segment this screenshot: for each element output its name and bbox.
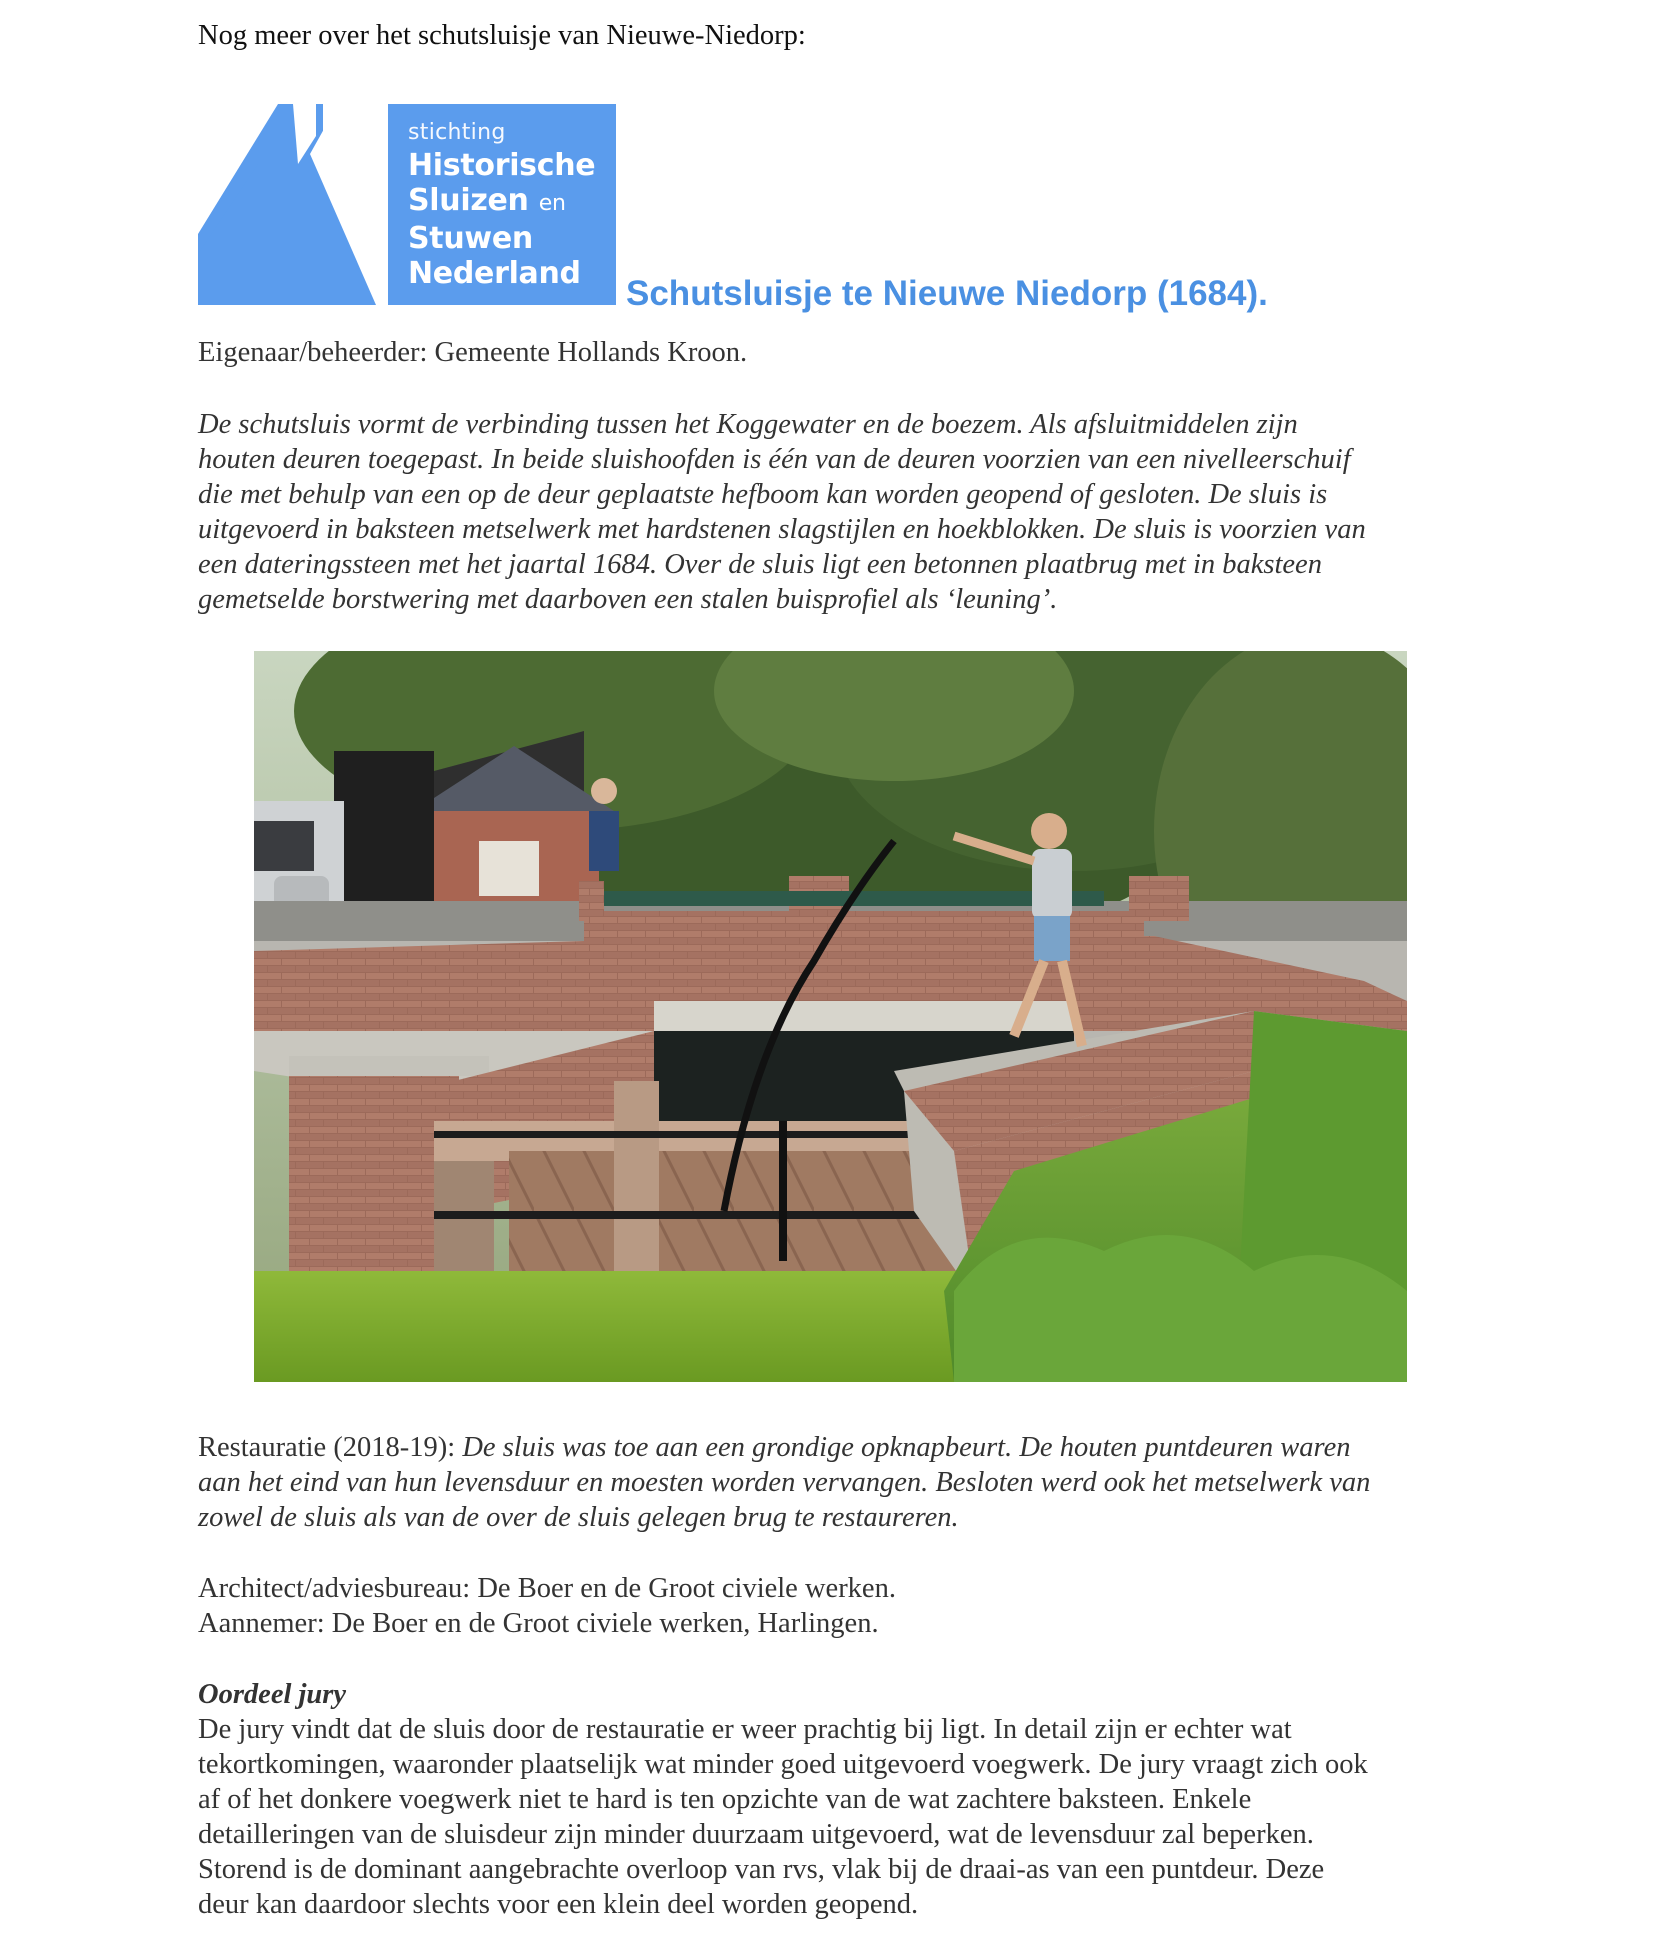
logo-line-stuwen: Stuwen <box>408 221 533 256</box>
restoration-line: aan het eind van hun levensduur en moesten worden vervangen. Besloten werd ook het metselwerk van <box>198 1467 1371 1498</box>
jury-paragraph <box>198 1712 1468 1922</box>
jury-heading: Oordeel jury <box>198 1679 347 1710</box>
sluice-photo <box>254 651 1407 1382</box>
page-title: Schutsluisje te Nieuwe Niedorp (1684). <box>626 274 1268 313</box>
logo-line-sluizen: Sluizen en <box>408 183 566 218</box>
logo-line-stichting: stichting <box>408 120 506 145</box>
description-line: een dateringssteen met het jaartal 1684. Over de sluis ligt een betonnen plaatbrug met in baksteen <box>198 549 1322 580</box>
architect-text: Architect/adviesbureau: De Boer en de Groot civiele werken. <box>198 1573 896 1604</box>
description-line: gemetselde borstwering met daarboven een stalen buisprofiel als ‘leuning’. <box>198 584 1058 615</box>
restoration-label: Restauratie (2018-19): <box>198 1432 456 1463</box>
description-paragraph <box>198 407 1468 617</box>
description-line: uitgevoerd in baksteen metselwerk met hardstenen slagstijlen en hoekblokken. De sluis is voorzien van <box>198 514 1366 545</box>
jury-line: detailleringen van de sluisdeur zijn minder duurzaam uitgevoerd, wat de levensduur zal beperken. <box>198 1819 1314 1850</box>
owner-text: Eigenaar/beheerder: Gemeente Hollands Kroon. <box>198 337 748 368</box>
intro-text: Nog meer over het schutsluisje van Nieuwe-Niedorp: <box>198 20 806 51</box>
jury-line: Storend is de dominant aangebrachte overloop van rvs, vlak bij de draai-as van een puntdeur. Deze <box>198 1854 1325 1885</box>
description-line: houten deuren toegepast. In beide sluishoofden is één van de deuren voorzien van een nivelleerschuif <box>198 444 1351 475</box>
contractor-text: Aannemer: De Boer en de Groot civiele werken, Harlingen. <box>198 1608 879 1639</box>
credits-paragraph <box>198 1571 1468 1641</box>
restoration-paragraph <box>198 1430 1468 1535</box>
jury-line: De jury vindt dat de sluis door de restauratie er weer prachtig bij ligt. In detail zijn er echter wat <box>198 1714 1292 1745</box>
logo-line-historische: Historische <box>408 148 596 183</box>
description-line: die met behulp van een op de deur geplaatste hefboom kan worden geopend of gesloten. De sluis is <box>198 479 1328 510</box>
description-line: De schutsluis vormt de verbinding tussen het Koggewater en de boezem. Als afsluitmiddelen zijn <box>198 409 1298 440</box>
restoration-line: Restauratie (2018-19): De sluis was toe aan een grondige opknapbeurt. De houten puntdeuren waren <box>198 1432 1351 1463</box>
jury-line: tekortkomingen, waaronder plaatselijk wat minder goed uitgevoerd voegwerk. De jury vraagt zich ook <box>198 1749 1368 1780</box>
logo-line-nederland: Nederland <box>408 256 581 291</box>
logo-wordmark <box>408 118 595 291</box>
restoration-line: zowel de sluis als van de over de sluis gelegen brug te restaureren. <box>198 1502 959 1533</box>
foundation-logo <box>198 104 616 305</box>
jury-line: deur kan daardoor slechts voor een klein deel worden geopend. <box>198 1889 919 1920</box>
jury-line: af of het donkere voegwerk niet te hard is ten opzichte van de wat zachtere baksteen. Enkele <box>198 1784 1252 1815</box>
